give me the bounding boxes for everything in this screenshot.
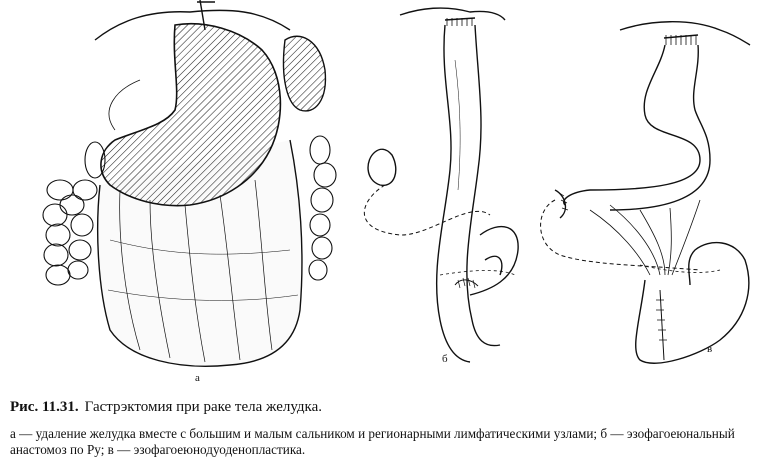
caption-legend: а — удаление желудка вместе с большим и малым сальником и регионарными лимфатическими узлами; б — эзофагоеюнальный анастомоз по Ру; в — эзофагоеюнодуоденопластика.: [10, 426, 735, 457]
figure-caption: [10, 398, 770, 458]
caption-title: Гастрэктомия при раке тела желудка.: [84, 399, 322, 415]
caption-title-line: [10, 398, 770, 416]
figure-number: Рис. 11.31.: [10, 399, 79, 415]
panel-label-b: б: [442, 353, 448, 365]
panel-b-drawing: [364, 8, 518, 362]
panel-c-drawing: [541, 22, 750, 364]
panel-label-c: в: [707, 343, 713, 355]
panel-a-drawing: [43, 0, 336, 366]
panel-label-a: а: [195, 372, 200, 384]
